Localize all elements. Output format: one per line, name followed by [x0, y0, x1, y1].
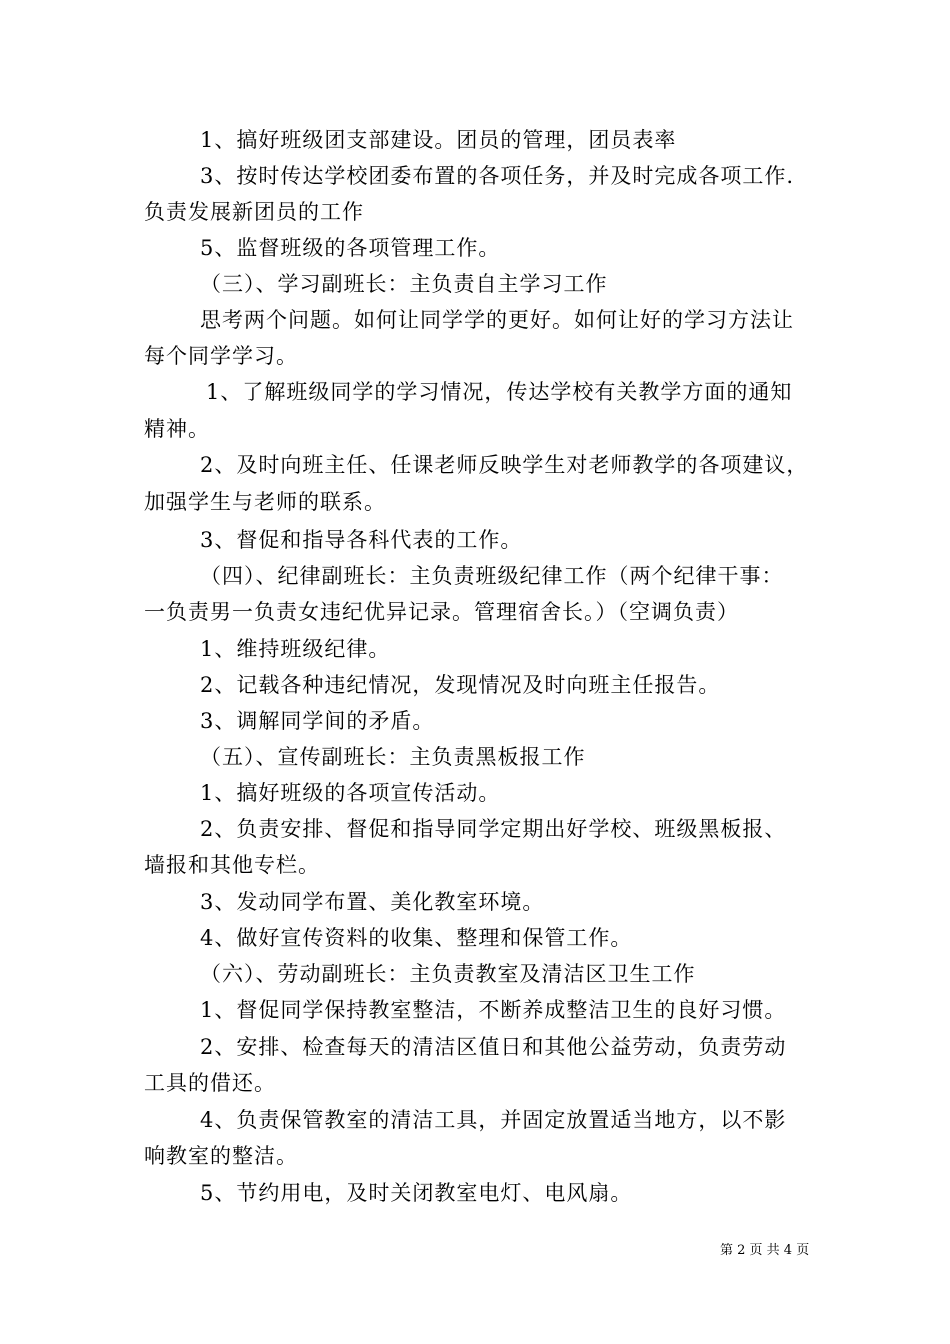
page-number: 第 2 页 共 4 页	[720, 1243, 810, 1258]
paragraph-line: 精神。	[144, 417, 210, 441]
paragraph-line: 1、了解班级同学的学习情况，传达学校有关教学方面的通知	[206, 380, 793, 404]
paragraph-line: 3、发动同学布置、美化教室环境。	[200, 890, 545, 914]
paragraph-line: 一负责男一负责女违纪优异记录。管理宿舍长。）（空调负责）	[144, 600, 739, 624]
paragraph-line: 2、记载各种违纪情况，发现情况及时向班主任报告。	[200, 673, 721, 697]
paragraph-line: 4、负责保管教室的清洁工具，并固定放置适当地方，以不影	[200, 1108, 787, 1132]
paragraph-line: 5、节约用电，及时关闭教室电灯、电风扇。	[200, 1181, 633, 1205]
paragraph-line: 2、负责安排、督促和指导同学定期出好学校、班级黑板报、	[200, 817, 787, 841]
paragraph-line: 1、搞好班级团支部建设。团员的管理，团员表率	[200, 128, 677, 152]
paragraph-line: 墙报和其他专栏。	[144, 853, 320, 877]
paragraph-line: 4、做好宣传资料的收集、整理和保管工作。	[200, 926, 633, 950]
paragraph-line: 5、监督班级的各项管理工作。	[200, 236, 501, 260]
paragraph-line: 3、督促和指导各科代表的工作。	[200, 528, 523, 552]
section-heading: （五）、宣传副班长：主负责黑板报工作	[200, 745, 586, 769]
paragraph-line: 工具的借还。	[144, 1071, 276, 1095]
paragraph-line: 3、按时传达学校团委布置的各项任务，并及时完成各项工作.	[200, 164, 795, 188]
paragraph-line: 负责发展新团员的工作	[144, 200, 364, 224]
paragraph-line: 思考两个问题。如何让同学学的更好。如何让好的学习方法让	[200, 308, 794, 332]
paragraph-line: 加强学生与老师的联系。	[144, 490, 386, 514]
paragraph-line: 2、安排、检查每天的清洁区值日和其他公益劳动，负责劳动	[200, 1035, 787, 1059]
paragraph-line: 1、维持班级纪律。	[200, 637, 391, 661]
paragraph-line: 响教室的整洁。	[144, 1144, 298, 1168]
paragraph-line: 每个同学学习。	[144, 344, 298, 368]
paragraph-line: 2、及时向班主任、任课老师反映学生对老师教学的各项建议，	[200, 453, 809, 477]
paragraph-line: 3、调解同学间的矛盾。	[200, 709, 435, 733]
section-heading: （三）、学习副班长：主负责自主学习工作	[200, 272, 608, 296]
paragraph-line: 1、搞好班级的各项宣传活动。	[200, 781, 501, 805]
section-heading: （四）、纪律副班长：主负责班级纪律工作（两个纪律干事：	[200, 564, 784, 588]
paragraph-line: 1、督促同学保持教室整洁，不断养成整洁卫生的良好习惯。	[200, 998, 787, 1022]
section-heading: （六）、劳动副班长：主负责教室及清洁区卫生工作	[200, 962, 696, 986]
